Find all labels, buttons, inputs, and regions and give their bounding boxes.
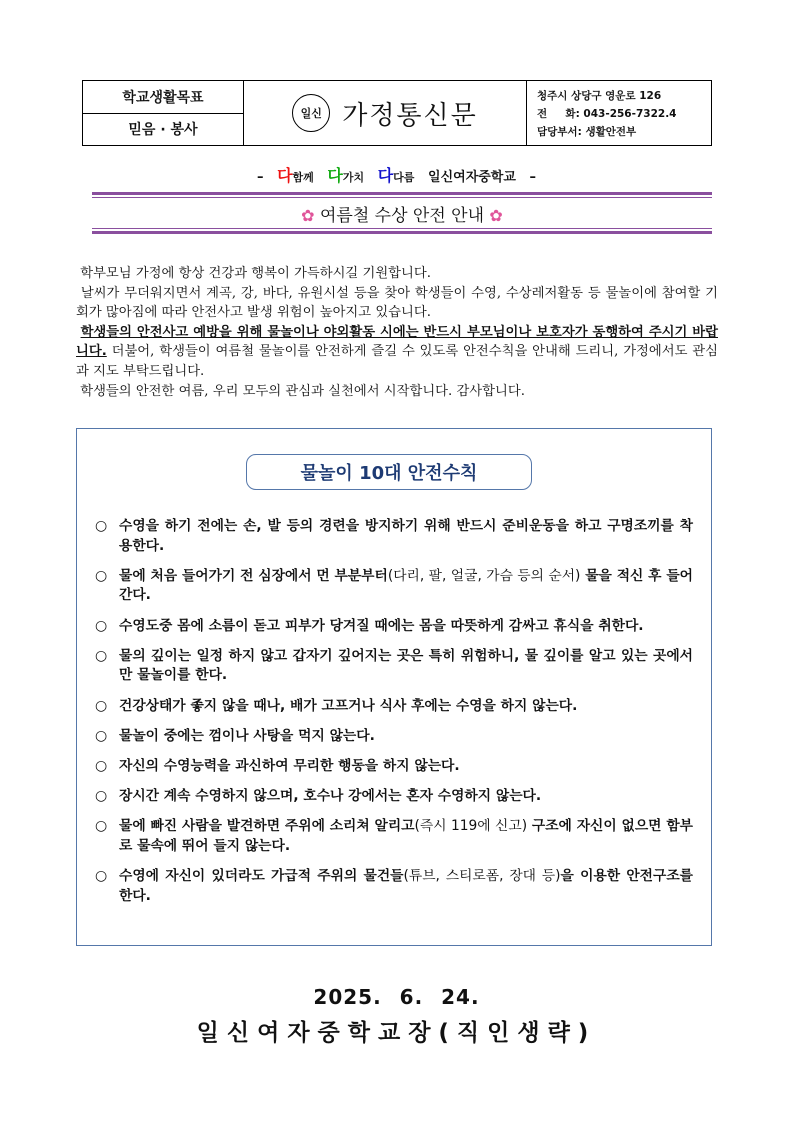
notice-title-text: 여름철 수상 안전 안내 <box>319 206 484 226</box>
notice-title <box>92 201 712 226</box>
bullet-circle-icon: ○ <box>95 567 108 584</box>
notice-title-bar <box>92 192 712 234</box>
bullet-circle-icon: ○ <box>95 518 108 534</box>
bullet-circle-icon: ○ <box>95 788 108 805</box>
motto-word-2: 가치 <box>342 171 365 184</box>
motto-school: 일신여자중학교 <box>428 170 516 185</box>
motto-char-2: 다 <box>327 166 343 185</box>
rules-title: 물놀이 10대 안전수칙 <box>246 454 532 490</box>
goal-value: 믿음 · 봉사 <box>128 122 198 139</box>
bullet-circle-icon: ○ <box>95 727 108 744</box>
motto-char-3: 다 <box>377 166 394 185</box>
intro-paragraph-1 <box>76 264 718 284</box>
principal-signature: 일신여자중학교장(직인생략) <box>196 1020 597 1046</box>
phone: 043-256-7322.4 <box>583 107 677 120</box>
title-cell <box>244 81 527 145</box>
rules-list <box>95 517 693 917</box>
intro-p1: 학부모님 가정에 항상 건강과 행복이 가득하시길 기원합니다. <box>80 266 431 281</box>
title-bottom-line <box>92 231 712 234</box>
intro-p4: 학생들의 안전한 여름, 우리 모두의 관심과 실천에서 시작합니다. 감사합니다. <box>80 383 525 399</box>
contact-cell <box>527 81 711 145</box>
list-item: ○ 건강상태가 좋지 않을 때나, 배가 고프거나 식사 후에는 수영을 하지 않는다. <box>95 697 693 717</box>
bullet-circle-icon: ○ <box>95 697 108 714</box>
school-goal-cell <box>83 81 244 145</box>
phone-label: 전 화: <box>537 107 580 120</box>
goal-label: 학교생활목표 <box>83 81 243 114</box>
intro-emphasis: 학생들의 안전사고 예방을 위해 물놀이나 야외활동 시에는 반드시 부모님이나 보호자가 동행하여 주시기 바랍니다. <box>76 324 718 360</box>
dept-label: 담당부서: <box>537 125 582 138</box>
list-item: ○ 자신의 수영능력을 과신하여 무리한 행동을 하지 않는다. <box>95 757 693 777</box>
intro-p2: 날씨가 무더워지면서 계곡, 강, 바다, 유원시설 등을 찾아 학생들이 수영, 수상레저활동 등 물놀이에 참여할 기회가 많아짐에 따라 안전사고 발생 위험이 높아지고 있습니다. <box>76 285 718 321</box>
letter-header <box>82 80 712 146</box>
school-motto <box>0 163 793 186</box>
bullet-circle-icon: ○ <box>95 647 108 664</box>
flower-icon: ✿ <box>489 206 503 225</box>
bullet-circle-icon: ○ <box>95 757 108 774</box>
issue-date: 2025. 6. 24. <box>313 985 480 1009</box>
list-item: ○ 장시간 계속 수영하지 않으며, 호수나 강에서는 혼자 수영하지 않는다. <box>95 787 693 807</box>
list-item: ○ 물에 처음 들어가기 전 심장에서 먼 부분부터(다리, 팔, 얼굴, 가슴 등의 순서) 물을 적신 후 들어간다. <box>95 567 693 606</box>
motto-word-1: 함께 <box>292 171 314 184</box>
bullet-circle-icon: ○ <box>95 617 108 634</box>
intro-text <box>76 264 718 401</box>
bullet-circle-icon: ○ <box>95 868 108 885</box>
intro-paragraph-2 <box>76 284 718 323</box>
safety-rules-box <box>76 428 712 946</box>
list-item: ○ 수영을 하기 전에는 손, 발 등의 경련을 방지하기 위해 반드시 준비운동을 하고 구명조끼를 착용한다. <box>95 517 693 556</box>
title-bottom-thin-line <box>92 228 712 229</box>
motto-dash-left: – <box>257 170 264 185</box>
motto-char-1: 다 <box>277 166 293 185</box>
bullet-circle-icon: ○ <box>95 818 108 835</box>
title-top-thin-line <box>92 197 712 198</box>
list-item: ○ 물놀이 중에는 껌이나 사탕을 먹지 않는다. <box>95 727 693 747</box>
letter-title: 가정통신문 <box>342 100 478 131</box>
list-item: ○ 수영에 자신이 있더라도 가급적 주위의 물건들(튜브, 스티로폼, 장대 등)을 이용한 안전구조를 한다. <box>95 867 693 906</box>
list-item: ○ 수영도중 몸에 소름이 돋고 피부가 당겨질 때에는 몸을 따뜻하게 감싸고 휴식을 취한다. <box>95 617 693 637</box>
list-item: ○ 물의 깊이는 일정 하지 않고 갑자기 깊어지는 곳은 특히 위험하니, 물 깊이를 알고 있는 곳에서만 물놀이를 한다. <box>95 647 693 686</box>
flower-icon: ✿ <box>301 206 315 225</box>
phone-line <box>537 106 701 121</box>
intro-paragraph-4 <box>76 382 718 402</box>
motto-word-3: 다름 <box>393 171 415 184</box>
dept-line <box>537 124 701 139</box>
intro-paragraph-3 <box>76 323 718 382</box>
school-logo-icon: 일신 <box>292 94 330 132</box>
motto-dash-right: – <box>529 170 536 185</box>
dept: 생활안전부 <box>585 125 637 138</box>
list-item: ○ 물에 빠진 사람을 발견하면 주위에 소리쳐 알리고(즉시 119에 신고) 구조에 자신이 없으면 함부로 물속에 뛰어 들지 않는다. <box>95 817 693 856</box>
intro-p3-rest: 더불어, 학생들이 여름철 물놀이를 안전하게 즐길 수 있도록 안전수칙을 안내해 드리니, 가정에서도 관심과 지도 부탁드립니다. <box>76 344 718 379</box>
title-top-line <box>92 192 712 195</box>
address: 청주시 상당구 영운로 126 <box>537 89 662 102</box>
